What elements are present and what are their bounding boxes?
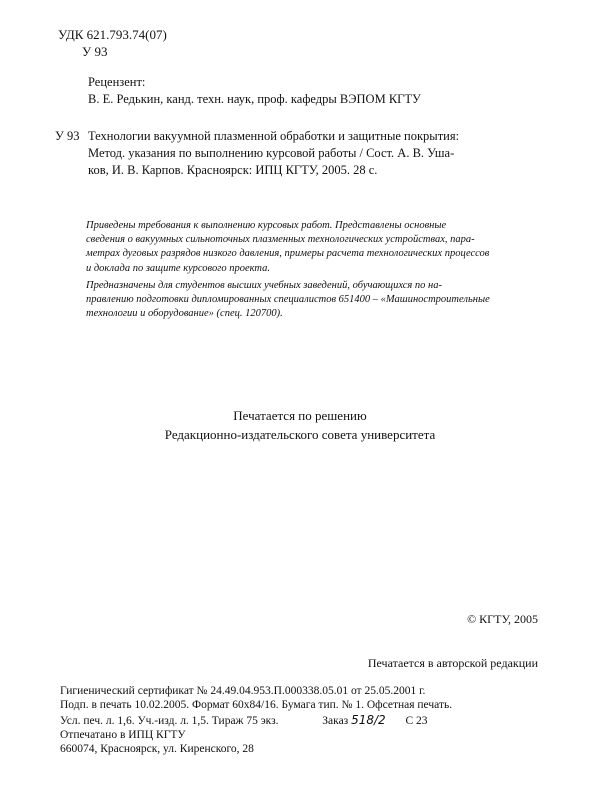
annotation-line: правлению подготовки дипломированных специалистов 651400 – «Машиностроительные: [86, 294, 490, 306]
entry-text: [88, 128, 545, 179]
entry-line: Метод. указания по выполнению курсовой работы / Сост. А. В. Уша-: [88, 146, 455, 160]
print-decision-line: Редакционно-издательского совета университета: [164, 427, 436, 442]
annotation-line: Предназначены для студентов высших учебных заведений, обучающихся по на-: [86, 279, 442, 291]
entry-line: Технологии вакуумной плазменной обработки и защитные покрытия:: [88, 129, 460, 143]
annotation-line: метрах дуговых разрядов низкого давления, примеры расчета технологических процессов: [86, 248, 490, 260]
author-edition-note: Печатается в авторской редакции: [367, 656, 538, 670]
author-mark: У 93: [82, 44, 108, 59]
reviewer-label: Рецензент:: [88, 75, 146, 89]
copyright: © КГТУ, 2005: [467, 612, 538, 626]
imprint-line: [60, 713, 452, 728]
annotation-paragraph: [86, 279, 544, 322]
order-code: С 23: [405, 714, 428, 727]
imprint-sheets: Усл. печ. л. 1,6. Уч.-изд. л. 1,5. Тираж 75 экз.: [60, 714, 279, 727]
annotation-line: Приведены требования к выполнению курсовых работ. Представлены основные: [86, 220, 447, 231]
imprint-line: Подп. в печать 10.02.2005. Формат 60х84/16. Бумага тип. № 1. Офсетная печать.: [60, 699, 453, 712]
annotation-line: технологии и оборудование» (спец. 120700).: [86, 308, 283, 320]
annotation-line: сведения о вакуумных сильноточных плазменных технологических устройствах, пара-: [86, 234, 475, 246]
reviewer-name: В. Е. Редькин, канд. техн. наук, проф. кафедры ВЭПОМ КГТУ: [88, 92, 421, 106]
order-label: Заказ: [322, 714, 349, 727]
imprint-line: Отпечатано в ИПЦ КГТУ: [60, 728, 186, 741]
udk-code: УДК 621.793.74(07): [58, 27, 167, 42]
imprint-block: [60, 684, 452, 756]
entry-line: ков, И. В. Карпов. Красноярск: ИПЦ КГТУ, 2005. 28 с.: [88, 163, 378, 177]
imprint-line: Гигиенический сертификат № 24.49.04.953.П.000338.05.01 от 25.05.2001 г.: [60, 685, 426, 697]
print-decision: [0, 406, 600, 444]
reviewer-block: [88, 74, 421, 108]
order-number-handwritten: 518/2: [351, 712, 386, 727]
bibliographic-entry: [55, 128, 545, 179]
udk-block: [58, 26, 167, 60]
annotation-line: и доклада по защите курсового проекта.: [86, 262, 270, 274]
print-decision-line: Печатается по решению: [233, 408, 367, 423]
entry-code: У 93: [55, 129, 80, 143]
imprint-line: 660074, Красноярск, ул. Киренского, 28: [60, 743, 254, 756]
annotation: [86, 219, 544, 324]
annotation-paragraph: [86, 219, 544, 276]
